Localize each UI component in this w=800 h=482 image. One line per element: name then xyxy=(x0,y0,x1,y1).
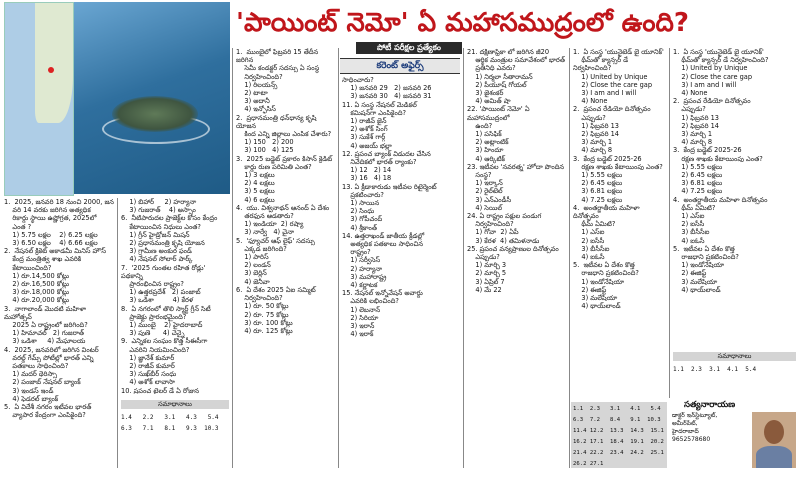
section-banner: పోటీ పరీక్షల ప్రత్యేకం xyxy=(356,42,462,54)
author-photo xyxy=(752,412,796,468)
author-details: డాక్టర్ ఇన్‌స్టిట్యూట్, అమీర్‌పేట్, హైదరాబాద్ 9652578680 xyxy=(672,412,718,443)
south-america-landmass xyxy=(35,3,73,123)
answers-heading-2: సమాధానాలు xyxy=(673,352,796,361)
headline: 'పాయింట్ నెమో' ఏ మహాసముద్రంలో ఉంది? xyxy=(236,8,689,38)
answers-heading-1: సమాధానాలు xyxy=(121,400,229,409)
column-6a: 1. ఏ సంస్థ 'యునైటెడ్ బై యూనిక్' థీమ్‌తో క్యాన్సర్ డే నిర్వహించింది? 1) United by Unique 2) Close the care gap 3) I am and I will 4) None 2. ప్రపంచ రేడియో దినోత్సవం ఎప్పుడు? 1) ఫిబ్రవరి 13 2) ఫిబ్రవరి 14 3) మార్చి 1 4) మార్చి 8 3. కేంద్ర బడ్జెట్ 2025-26 రక్షణ శాఖకు కేటాయింపు ఎంత? 1) 5.55 లక్షలు 2) 6.45 లక్షలు 3) 6.81 లక్షలు 4) 7.25 లక్షలు 4. అంతర్జాతీయ మహిళా దినోత్సవం థీమ్ ఏమిటి? 1) ఎస్‌ఐ 2) ఐసీసీ 3) బీసీసీఐ 4) ఐఓసీ 5. ఇటీవల ఏ దేశం కొత్త రాజధాని ప్రకటించింది? 1) ఇండోనేషియా 2) ఈజిప్ట్ 3) మలేషియా 4) థాయ్‌లాండ్ xyxy=(573,48,664,311)
island-landmass xyxy=(112,96,198,132)
answers-set-4: 1.1 2.3 3.1 4.1 5.4 xyxy=(673,366,757,373)
column-divider xyxy=(569,48,570,468)
topic-banner: కరెంట్ అఫైర్స్ xyxy=(340,58,460,74)
answers-set-1: 1.4 2.2 3.1 4.3 5.4 6.3 7.1 8.1 9.3 10.3 xyxy=(121,414,219,432)
column-divider xyxy=(232,48,233,468)
column-divider xyxy=(117,198,118,468)
column-2: 1) బిహార్ 2) హర్యానా 3) గుజరాత్ 4) అస్సాం 6. నీటిపారుదల ప్రాజెక్ట్‌ల కోసం కేంద్రం కేటాయించిన నిధులు ఎంత? 1) గ్రీన్ హైడ్రోజన్ మిషన్ 2) ప్రధానమంత్రి కృషి యోజన 3) గ్రామీణ అంకుర ఫండ్ 4) నేషనల్ సోలార్ పార్క్ 7. '2025 గుంతల రహిత రోడ్లు' పథకాన్ని ప్రారంభించిన రాష్ట్రం? 1) ఉత్తరప్రదేశ్ 2) పంజాబ్ 3) ఒడిశా 4) కేరళ 8. ఏ నగరంలో తొలి స్మార్ట్ గ్రీన్ సిటీ ప్రాజెక్టు ప్రారంభమైంది? 1) ముంబై 2) హైదరాబాద్ 3) పుణె 4) చెన్నై 9. ఎన్నికల సంఘం కొత్త సీఈసీగా ఎవరిని నియమించింది? 1) జ్ఞానేశ్ కుమార్ 2) రాజీవ్ కుమార్ 3) సుఖ్‌బీర్ సంధు 4) అశోక్ లావాసా 10. ప్రపంచ టైలర్ డే ఏ రోజున xyxy=(121,198,218,394)
column-1: 1. 2025, జనవరి 18 నుంచి 2000, జన వరి 14 వరకు జరిగిన అత్యధిక రికార్డు స్థాయి ఉష్ణోగ్రత, 2025లో ఎంత ? 1) 5.75 లక్షల 2) 6.25 లక్షల 3) 6.50 లక్షల 4) 6.66 లక్షల 2. నేషనల్ క్రికెట్ అకాడమీ మినిస్ హౌస్ కేంద్ర మంత్రిత్వ శాఖ ఎవరికి కేటాయించింది? 1) రూ.14,500 కోట్లు 2) రూ.16,500 కోట్లు 3) రూ.18,000 కోట్లు 4) రూ.20,000 కోట్లు 3. నాగాలాండ్ మొదటి మహిళా మహోత్సవ్ 2025 ఏ రాష్ట్రంలో జరిగింది? 1) హిమాచల్ 2) గుజరాత్ 3) ఒడిశా 4) మేఘాలయ 4. 2025, జనవరిలో జరిగిన వింటర్ వరల్డ్ గేమ్స్ పోటీల్లో భారత్ ఎన్ని పతకాలు సాధించింది? 1) మదర్ థెరిస్సా 2) పంజాబ్ నేషనల్ బ్యాంక్ 3) ఇండస్ ఇండ్ 4) ఫెడరల్ బ్యాంక్ 5. ఏ విదేశీ నగరం ఇటీవల భారత్ వ్యాపార కేంద్రంగా ఎంపికైంది? xyxy=(4,198,114,420)
column-4: సాధించారు? 1) జనవరి 29 2) జనవరి 26 3) జనవరి 30 4) జనవరి 31 11. ఏ సంస్థ నేషనల్ మెడికల్ కమిషన్‌గా ఎంపికైంది? 1) రాజీవ్ జైన్ 2) అశోక్ సింగ్ 3) సుకేశ్ గార్గ్ 4) అజయ్ భల్లా 12. ప్రపంచ బ్యాంక్ విడుదల చేసిన నివేదికలో భారత్ ర్యాంకు? 1) 12 2) 14 3) 16 4) 18 13. ఏ క్రీడాకారుడు ఇటీవల రిటైర్మెంట్ ప్రకటించారు? 1) సాయిన 2) సింధు 3) గోపీచంద్ 4) శ్రీకాంత్ 14. ఉత్తరాఖండ్ జాతీయ క్రీడల్లో అత్యధిక పతకాలు సాధించిన రాష్ట్రం? 1) సర్వీసెస్ 2) హర్యానా 3) మహారాష్ట్ర 4) కర్ణాటక 15. నేషనల్ ఇన్నోవేషన్ అవార్డు ఎవరికి లభించింది? 1) లెబనాన్ 2) సిరియా 3) ఇరాన్ 4) ఇరాక్ xyxy=(342,76,437,339)
column-7: 1. ఏ సంస్థ 'యునైటెడ్ బై యూనిక్' థీమ్‌తో క్యాన్సర్ డే నిర్వహించింది? 1) United by Unique 2) Close the care gap 3) I am and I will 4) None 2. ప్రపంచ రేడియో దినోత్సవం ఎప్పుడు? 1) ఫిబ్రవరి 13 2) ఫిబ్రవరి 14 3) మార్చి 1 4) మార్చి 8 3. కేంద్ర బడ్జెట్ 2025-26 రక్షణ శాఖకు కేటాయింపు ఎంత? 1) 5.55 లక్షలు 2) 6.45 లక్షలు 3) 6.81 లక్షలు 4) 7.25 లక్షలు 4. అంతర్జాతీయ మహిళా దినోత్సవం థీమ్ ఏమిటి? 1) ఎస్‌ఐ 2) ఐసీసీ 3) బీసీసీఐ 4) ఐఓసీ 5. ఇటీవల ఏ దేశం కొత్త రాజధాని ప్రకటించింది? 1) ఇండోనేషియా 2) ఈజిప్ట్ 3) మలేషియా 4) థాయ్‌లాండ్ xyxy=(673,48,769,294)
island-photo xyxy=(74,2,230,194)
world-map-image xyxy=(4,2,74,196)
column-divider xyxy=(669,48,670,398)
column-5: 21. దక్షిణాఫ్రికా లో జరిగిన జీ20 ఆర్థిక మంత్రుల సమావేశంలో భారత్ ప్రతినిధి ఎవరు? 1) నిర్మలా సీతారామన్ 2) పీయూష్ గోయల్ 3) జైశంకర్ 4) అమిత్ షా 22. 'పాయింట్ నెమో' ఏ మహాసముద్రంలో ఉంది? 1) పసిఫిక్ 2) అట్లాంటిక్ 3) హిందూ 4) ఆర్కిటిక్ 23. ఇటీవల 'నవరత్న' హోదా పొందిన సంస్థ? 1) ఇర్కాన్ 2) రైల్‌టెల్ 3) ఎన్‌ఎండీసీ 4) సెయిల్ 24. ఏ రాష్ట్రం పక్షుల పండుగ నిర్వహించింది? 1) గోవా 2) ఏపీ 3) కేరళ 4) తమిళనాడు 25. ప్రపంచ వన్యప్రాణుల దినోత్సవం ఎప్పుడు? 1) మార్చి 3 2) మార్చి 5 3) ఏప్రిల్ 7 4) మే 22 xyxy=(467,48,565,294)
column-divider xyxy=(338,48,339,468)
location-pin-icon xyxy=(48,67,54,73)
author-shirt xyxy=(756,446,792,468)
column-divider xyxy=(463,48,464,468)
column-3: 1. ముంబైలో ఫిబ్రవరి 15 తేదీన జరిగిన సెమీ కండక్టర్ సదస్సు ఏ సంస్థ నిర్వహించింది? 1) రిలయన్స్ 2) టాటా 3) అదానీ 4) ఇన్ఫోసిస్ 2. ప్రధానమంత్రి ధన్‌ధాన్య కృషి యోజన కింద ఎన్ని జిల్లాలు ఎంపిక చేశారు? 1) 150 2) 200 3) 100 4) 125 3. 2025 బడ్జెట్ ప్రకారం కిసాన్ క్రెడిట్ కార్డు రుణ పరిమితి ఎంత? 1) 3 లక్షలు 2) 4 లక్షలు 3) 5 లక్షలు 4) 6 లక్షలు 4. యు. విశ్వనాథన్ ఆనంద్ ఏ దేశం తరఫున ఆడతారు? 1) ఇండియా 2) రష్యా 3) నార్వే 4) చైనా 5. 'ఫ్యూచర్ ఆఫ్ లైఫ్' సదస్సు ఎక్కడ జరిగింది? 1) పారిస్ 2) లండన్ 3) బెర్లిన్ 4) జెనీవా 6. ఏ దేశం 2025 ఏఐ సమ్మిట్ నిర్వహించింది? 1) రూ. 50 కోట్లు 2) రూ. 75 కోట్లు 3) రూ. 100 కోట్లు 4) రూ. 125 కోట్లు xyxy=(236,48,333,335)
author-name: సత్యనారాయణ xyxy=(684,400,736,410)
author-face xyxy=(764,420,784,444)
answers-set-3: 1.1 2.3 3.1 4.1 5.4 6.3 7.2 8.4 9.1 10.3 11.4 12.2 13.3 14.3 15.1 16.2 17.1 18.4 19.1 20.2 21.4 22.2 23.4 24.2 25.1 26.2 27.1 xyxy=(571,402,667,468)
